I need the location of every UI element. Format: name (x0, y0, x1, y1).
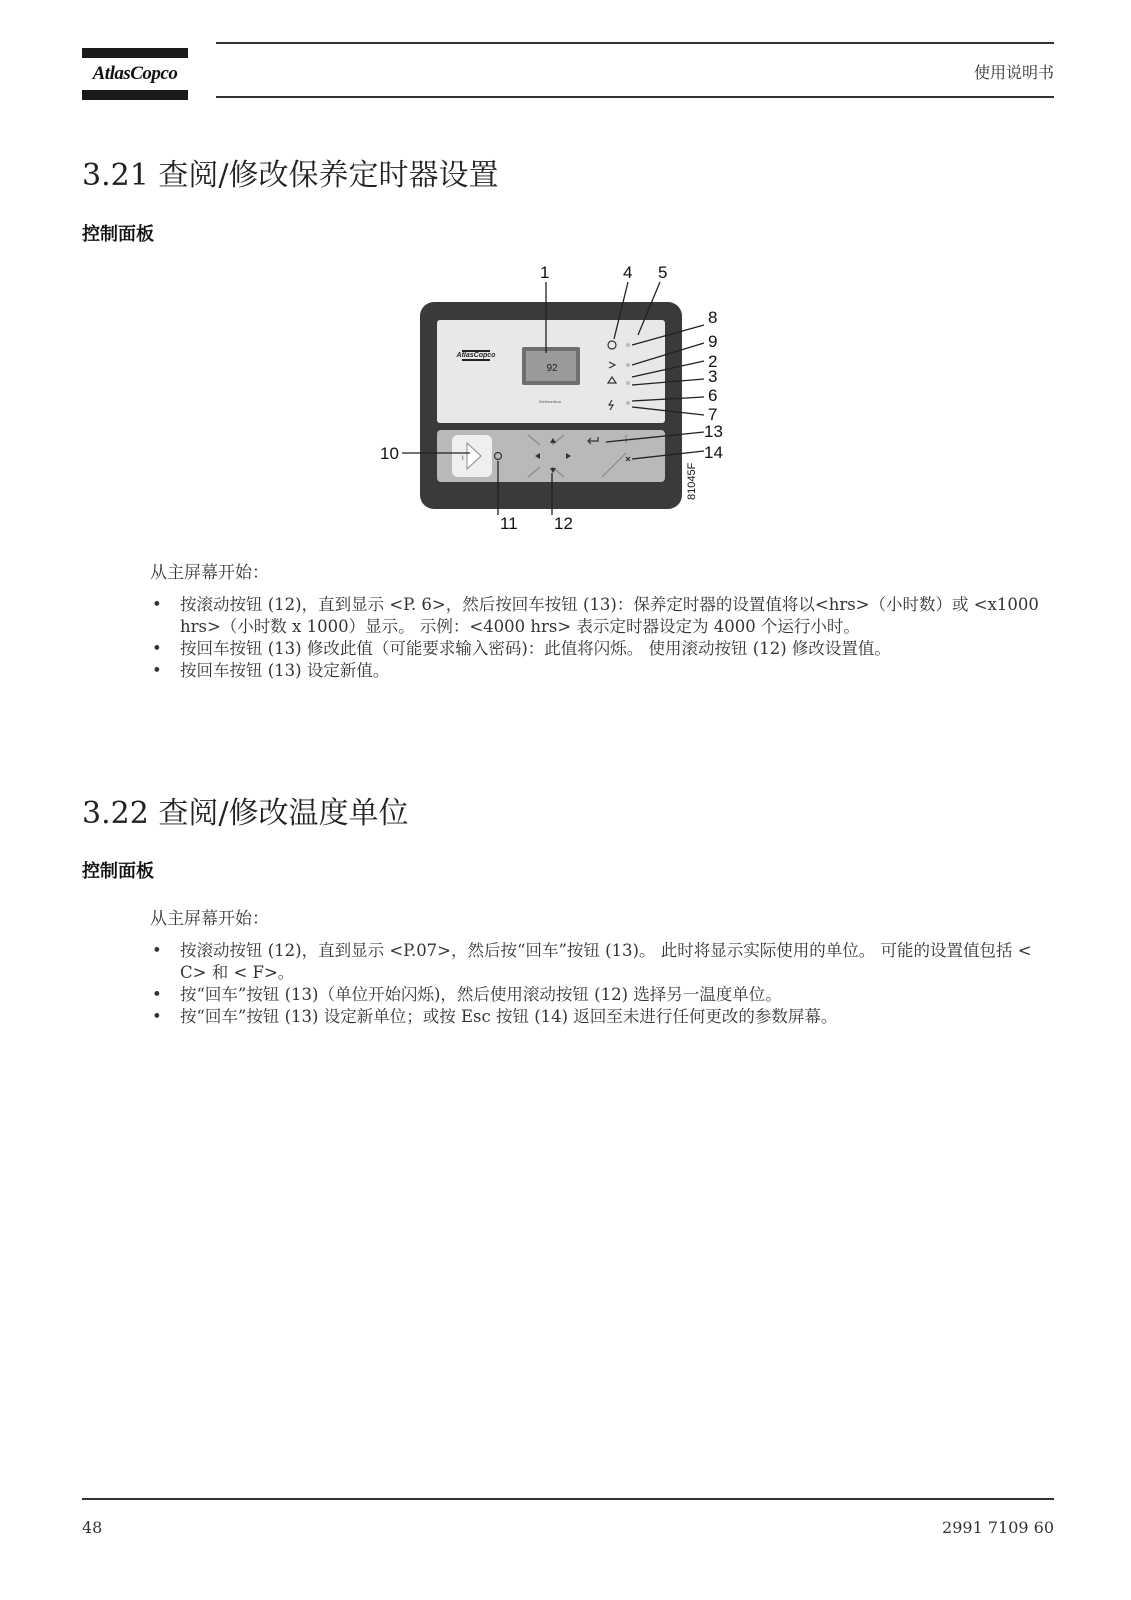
led-power (626, 343, 630, 347)
list-item (150, 1006, 1055, 1028)
panel-brand-bar (462, 350, 490, 352)
callout-4: 4 (623, 265, 633, 282)
panel-brand-text: AtlasCopco (456, 352, 496, 359)
footer-rule (82, 1498, 1054, 1500)
section1-step-list (150, 594, 1055, 682)
step-text: 按滚动按钮 (12)，直到显示 <P.07>，然后按“回车”按钮 (13)。 此时将显示实际使用的单位。 可能的设置值包括 < C> 和 < F>。 (180, 941, 1032, 982)
callout-12: 12 (554, 514, 573, 533)
bullet: • (152, 595, 162, 614)
control-panel-illustration (380, 265, 760, 545)
atlas-copco-logo (82, 48, 188, 100)
step-text: 按回车按钮 (13) 设定新值。 (180, 661, 390, 680)
lcd-value: 92 (546, 363, 558, 374)
bullet: • (152, 985, 162, 1004)
section-subtitle-control-panel-2: 控制面板 (82, 861, 154, 882)
start-symbol: I (462, 456, 464, 462)
section2-step-list (150, 940, 1055, 1028)
callout-14: 14 (704, 443, 723, 462)
panel-brand-bar (462, 359, 490, 361)
section2-intro: 从主屏幕开始： (150, 909, 269, 929)
control-panel-figure (380, 265, 760, 545)
section-title-3-21: 3.21 查阅/修改保养定时器设置 (82, 158, 499, 193)
callout-5: 5 (658, 265, 668, 282)
logo-bar-bottom (82, 90, 188, 100)
panel-model-text: Elektronikon (538, 399, 562, 404)
callout-10: 10 (380, 444, 399, 463)
list-item (150, 594, 1055, 638)
callout-1: 1 (540, 265, 550, 282)
led-automatic (626, 401, 630, 405)
step-text: 按“回车”按钮 (13) 设定新单位；或按 Esc 按钮 (14) 返回至未进行任何更改的参数屏幕。 (180, 1007, 838, 1026)
list-item (150, 660, 1055, 682)
list-item (150, 940, 1055, 984)
logo-bar-top (82, 48, 188, 58)
step-text: 按回车按钮 (13) 修改此值（可能要求输入密码)：此值将闪烁。 使用滚动按钮 (12) 修改设置值。 (180, 639, 891, 658)
callout-2: 2 (708, 352, 718, 371)
section-subtitle-control-panel: 控制面板 (82, 224, 154, 245)
led-warning (626, 363, 630, 367)
list-item (150, 638, 1055, 660)
bullet: • (152, 639, 162, 658)
section-title-3-22: 3.22 查阅/修改温度单位 (82, 796, 409, 831)
callout-8: 8 (708, 308, 718, 327)
bullet: • (152, 941, 162, 960)
bullet: • (152, 1007, 162, 1026)
list-item (150, 984, 1055, 1006)
document-number: 2991 7109 60 (942, 1518, 1054, 1537)
bullet: • (152, 661, 162, 680)
callout-13: 13 (704, 422, 723, 441)
callout-7: 7 (708, 405, 718, 424)
page-number: 48 (82, 1518, 103, 1537)
header-rule-top (216, 42, 1054, 44)
step-text: 按滚动按钮 (12)，直到显示 <P. 6>，然后按回车按钮 (13)：保养定时器的设置值将以<hrs>（小时数）或 <x1000 hrs>（小时数 x 1000）显示。 示例：<4000 hrs> 表示定时器设定为 4000 个运行小时。 (180, 595, 1039, 636)
section1-intro: 从主屏幕开始： (150, 563, 269, 583)
step-text: 按“回车”按钮 (13)（单位开始闪烁)，然后使用滚动按钮 (12) 选择另一温度单位。 (180, 985, 782, 1004)
logo-wordmark: AtlasCopco (92, 63, 178, 84)
callout-6: 6 (708, 386, 718, 405)
doc-type-label: 使用说明书 (973, 63, 1054, 82)
header-rule-bottom (216, 96, 1054, 98)
callout-9: 9 (708, 332, 718, 351)
callout-11: 11 (500, 514, 518, 533)
callout-3: 3 (708, 367, 718, 386)
led-service (626, 381, 630, 385)
figure-id: 81045F (686, 462, 698, 500)
